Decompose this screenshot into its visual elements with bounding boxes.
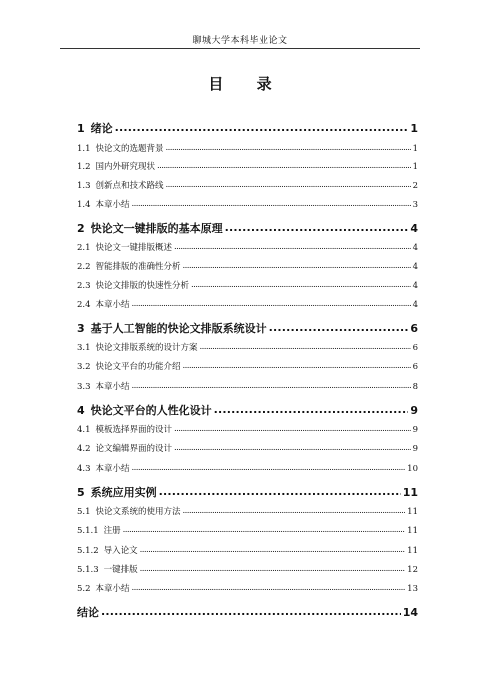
toc-dot-leader (174, 242, 411, 252)
toc-entry-title: 本章小结 (95, 584, 130, 594)
toc-entry-number: 2.1 (77, 243, 91, 253)
toc-section-entry[interactable] (77, 380, 418, 392)
toc-entry-title: 导入论文 (103, 546, 138, 556)
toc-dot-leader (183, 261, 411, 271)
toc-page-number: 8 (412, 382, 418, 392)
toc-section-entry[interactable] (77, 544, 418, 556)
toc-page-number: 13 (407, 584, 418, 594)
toc-dot-leader (191, 280, 411, 290)
toc-dot-leader (132, 381, 411, 391)
toc-section-entry[interactable] (77, 423, 418, 435)
toc-page-number: 3 (412, 200, 418, 210)
toc-chapter-entry[interactable] (77, 120, 418, 136)
toc-entry-number: 5.1.2 (77, 546, 99, 556)
toc-entry-title: 系统应用实例 (90, 486, 157, 499)
toc-entry-number: 5.1.3 (77, 565, 99, 575)
toc-entry-title: 快论文系统的使用方法 (95, 507, 181, 517)
toc-entry-title: 快论文平台的功能介绍 (95, 362, 181, 372)
toc-page-number: 9 (412, 425, 418, 435)
toc-page-number: 1 (412, 144, 418, 154)
toc-dot-leader (132, 199, 411, 209)
toc-dot-leader (159, 485, 401, 498)
toc-dot-leader (166, 143, 411, 153)
toc-page-number: 4 (412, 243, 418, 253)
toc-page-number: 4 (412, 262, 418, 272)
toc-dot-leader (115, 121, 409, 134)
toc-section-entry[interactable] (77, 341, 418, 353)
toc-entry-number: 1 (77, 122, 85, 135)
toc-dot-leader (183, 361, 411, 371)
toc-page-number: 11 (407, 546, 418, 556)
toc-section-entry[interactable] (77, 298, 418, 310)
toc-page-number: 11 (402, 486, 418, 499)
toc-section-entry[interactable] (77, 279, 418, 291)
toc-page-number: 1 (410, 122, 418, 135)
toc-page-number: 6 (410, 322, 418, 335)
toc-dot-leader (157, 161, 411, 171)
toc-page-number: 4 (412, 300, 418, 310)
toc-entry-number: 3.1 (77, 343, 91, 353)
toc-entry-title: 智能排版的准确性分析 (95, 262, 181, 272)
toc-entry-title: 本章小结 (95, 382, 130, 392)
toc-entry-title: 本章小结 (95, 300, 130, 310)
toc-entry-number: 1.2 (77, 162, 91, 172)
toc-page-number: 9 (410, 404, 418, 417)
toc-section-entry[interactable] (77, 505, 418, 517)
toc-page-number: 4 (412, 281, 418, 291)
toc-entry-title: 快论文的选题背景 (95, 144, 164, 154)
toc-section-entry[interactable] (77, 462, 418, 474)
toc-entry-number: 4 (77, 404, 85, 417)
toc-entry-number: 5.1 (77, 507, 91, 517)
toc-dot-leader (140, 564, 406, 574)
toc-entry-number: 4.3 (77, 464, 91, 474)
toc-entry-number: 2 (77, 222, 85, 235)
toc-entry-number: 3.3 (77, 382, 91, 392)
toc-page-number: 4 (410, 222, 418, 235)
toc-entry-number: 3 (77, 322, 85, 335)
toc-entry-title: 快论文一键排版概述 (95, 243, 173, 253)
toc-chapter-entry[interactable] (77, 320, 418, 336)
toc-chapter-entry[interactable] (77, 402, 418, 418)
toc-dot-leader (214, 403, 409, 416)
toc-page-number: 12 (407, 565, 418, 575)
toc-entry-title: 基于人工智能的快论文排版系统设计 (90, 322, 267, 335)
toc-entry-number: 2.4 (77, 300, 91, 310)
toc-dot-leader (123, 525, 406, 535)
toc-entry-title: 快论文平台的人性化设计 (90, 404, 212, 417)
toc-entry-title: 国内外研究现状 (95, 162, 156, 172)
toc-dot-leader (200, 342, 411, 352)
toc-entry-number: 5.2 (77, 584, 91, 594)
page-header: 聊城大学本科毕业论文 (192, 36, 288, 46)
toc-entry-number: 2.3 (77, 281, 91, 291)
toc-section-entry[interactable] (77, 142, 418, 154)
toc-section-entry[interactable] (77, 524, 418, 536)
toc-entry-number: 1.1 (77, 144, 91, 154)
toc-dot-leader (225, 221, 409, 234)
header-divider (60, 48, 420, 49)
toc-entry-title: 本章小结 (95, 200, 130, 210)
toc-entry-number: 4.2 (77, 444, 91, 454)
toc-chapter-entry[interactable] (77, 484, 418, 500)
toc-entry-title: 快论文一键排版的基本原理 (90, 222, 223, 235)
toc-entry-number: 1.4 (77, 200, 91, 210)
page-title: 目 录 (208, 75, 286, 93)
toc-dot-leader (183, 506, 406, 516)
toc-section-entry[interactable] (77, 360, 418, 372)
toc-dot-leader (174, 443, 411, 453)
toc-page-number: 11 (407, 507, 418, 517)
toc-section-entry[interactable] (77, 563, 418, 575)
toc-page-number: 14 (402, 606, 418, 619)
toc-chapter-entry[interactable] (77, 220, 418, 236)
toc-entry-number: 5.1.1 (77, 526, 99, 536)
toc-entry-number: 3.2 (77, 362, 91, 372)
toc-entry-title: 一键排版 (103, 565, 138, 575)
toc-dot-leader (269, 321, 409, 334)
toc-dot-leader (132, 583, 406, 593)
toc-entry-title: 快论文排版系统的设计方案 (95, 343, 198, 353)
toc-entry-number: 5 (77, 486, 85, 499)
toc-entry-number: 4.1 (77, 425, 91, 435)
toc-entry-title: 绪论 (90, 122, 113, 135)
toc-entry-number: 1.3 (77, 181, 91, 191)
toc-page-number: 1 (412, 162, 418, 172)
toc-page-number: 9 (412, 444, 418, 454)
toc-dot-leader (140, 545, 406, 555)
toc-section-entry[interactable] (77, 260, 418, 272)
toc-section-entry[interactable] (77, 160, 418, 172)
toc-entry-title: 模板选择界面的设计 (95, 425, 173, 435)
toc-entry-title: 快论文排版的快速性分析 (95, 281, 190, 291)
toc-chapter-entry[interactable] (77, 604, 418, 620)
toc-page-number: 6 (412, 343, 418, 353)
toc-page-number: 6 (412, 362, 418, 372)
toc-dot-leader (166, 180, 411, 190)
toc-entry-number: 2.2 (77, 262, 91, 272)
toc-entry-title: 创新点和技术路线 (95, 181, 164, 191)
toc-entry-title: 注册 (103, 526, 121, 536)
toc-section-entry[interactable] (77, 442, 418, 454)
toc-entry-title: 结论 (77, 606, 99, 619)
toc-page-number: 10 (407, 464, 418, 474)
toc-section-entry[interactable] (77, 198, 418, 210)
toc-section-entry[interactable] (77, 582, 418, 594)
toc-dot-leader (101, 605, 401, 618)
toc-page-number: 11 (407, 526, 418, 536)
toc-dot-leader (132, 299, 411, 309)
toc-section-entry[interactable] (77, 241, 418, 253)
toc-dot-leader (174, 424, 411, 434)
toc-page-number: 2 (412, 181, 418, 191)
toc-entry-title: 论文编辑界面的设计 (95, 444, 173, 454)
toc-entry-title: 本章小结 (95, 464, 130, 474)
toc-dot-leader (132, 463, 406, 473)
toc-section-entry[interactable] (77, 179, 418, 191)
